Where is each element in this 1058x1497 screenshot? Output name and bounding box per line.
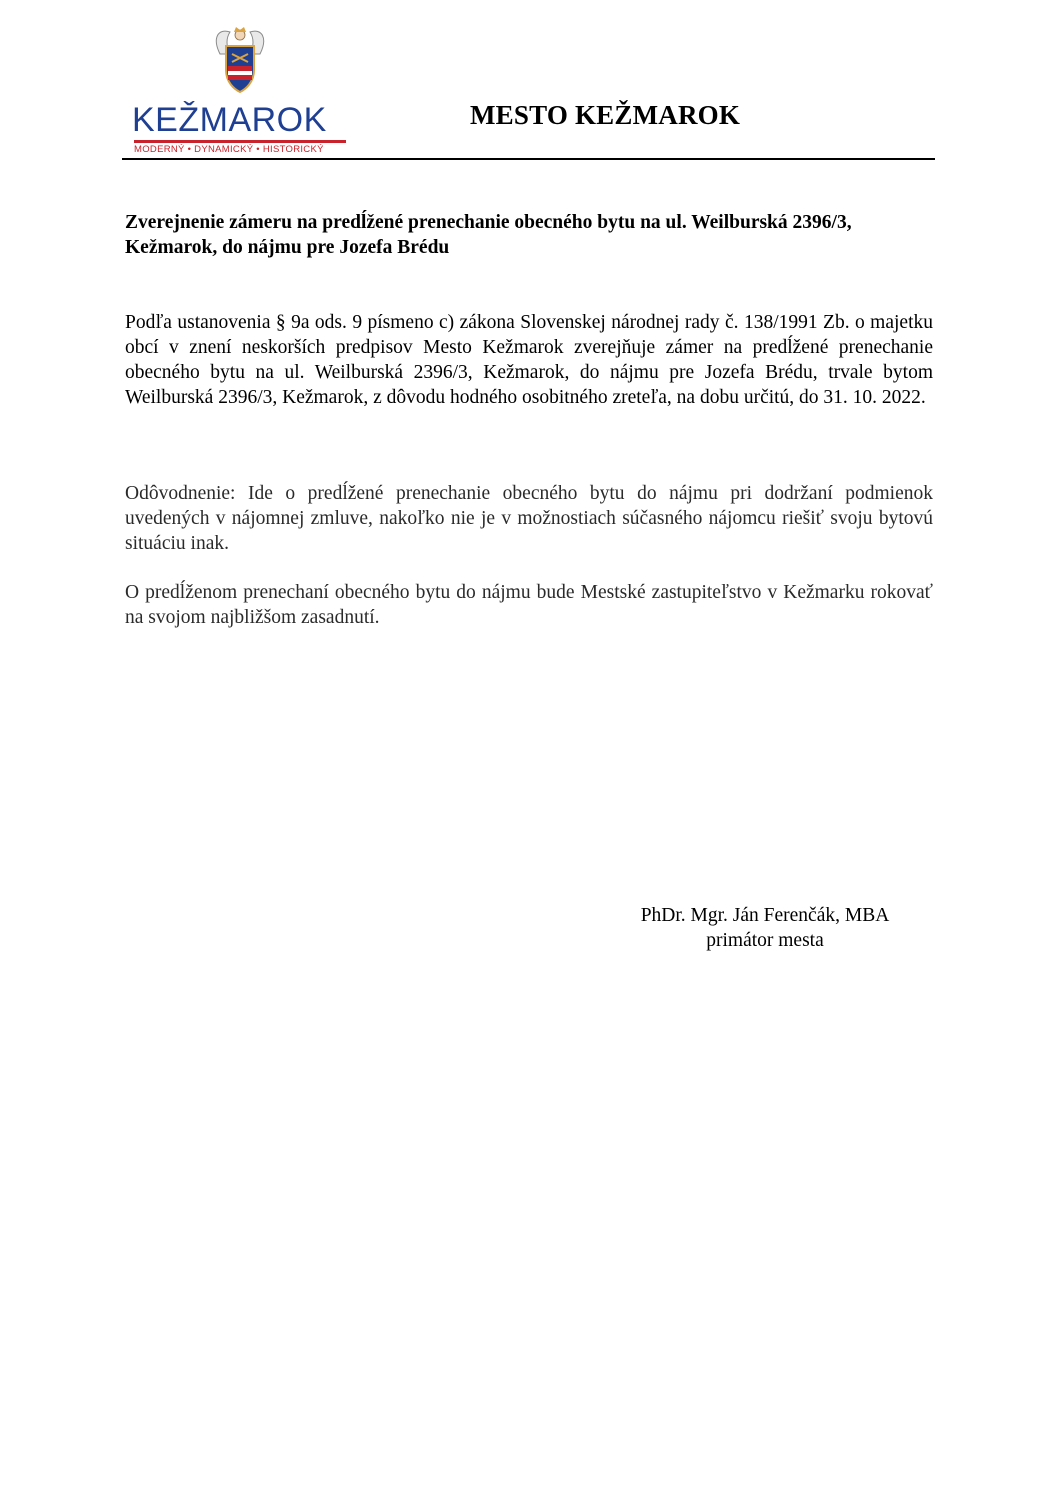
header-divider <box>122 158 935 160</box>
signature-block <box>600 903 930 953</box>
logo-wordmark: KEŽMAROK <box>132 101 327 139</box>
subject-line-1: Zverejnenie zámeru na predĺžené prenechanie obecného bytu na ul. Weilburská 2396/3, <box>125 212 852 233</box>
signatory-role: primátor mesta <box>706 930 824 951</box>
city-logo <box>132 26 350 158</box>
signatory-name: PhDr. Mgr. Ján Ferenčák, MBA <box>640 905 890 926</box>
document-subject <box>125 210 933 260</box>
logo-divider <box>134 140 346 143</box>
logo-tagline: MODERNÝ • DYNAMICKÝ • HISTORICKÝ <box>134 144 324 155</box>
paragraph-council-note: O predĺženom prenechaní obecného bytu do nájmu bude Mestské zastupiteľstvo v Kežmarku rokovať na svojom najbližšom zasadnutí. <box>125 582 933 628</box>
coat-of-arms-icon <box>212 26 268 96</box>
paragraph-justification: Odôvodnenie: Ide o predĺžené prenechanie obecného bytu do nájmu pri dodržaní podmienok uvedených v nájomnej zmluve, nakoľko nie je v možnostiach súčasného nájomcu riešiť svoju bytovú situáciu inak. <box>125 483 933 554</box>
paragraph-announcement: Podľa ustanovenia § 9a ods. 9 písmeno c) zákona Slovenskej národnej rady č. 138/1991 Zb. o majetku obcí v znení neskorších predpisov Mesto Kežmarok zverejňuje zámer na predĺžené prenechanie obecného bytu na ul. Weilburská 2396/3, Kežmarok, do nájmu pre Jozefa Brédu, trvale bytom Weilburská 2396/3, Kežmarok, z dôvodu hodného osobitného zreteľa, na dobu určitú, do 31. 10. 2022. <box>125 312 933 408</box>
page-title: MESTO KEŽMAROK <box>470 100 741 130</box>
subject-line-2: Kežmarok, do nájmu pre Jozefa Brédu <box>125 237 450 258</box>
